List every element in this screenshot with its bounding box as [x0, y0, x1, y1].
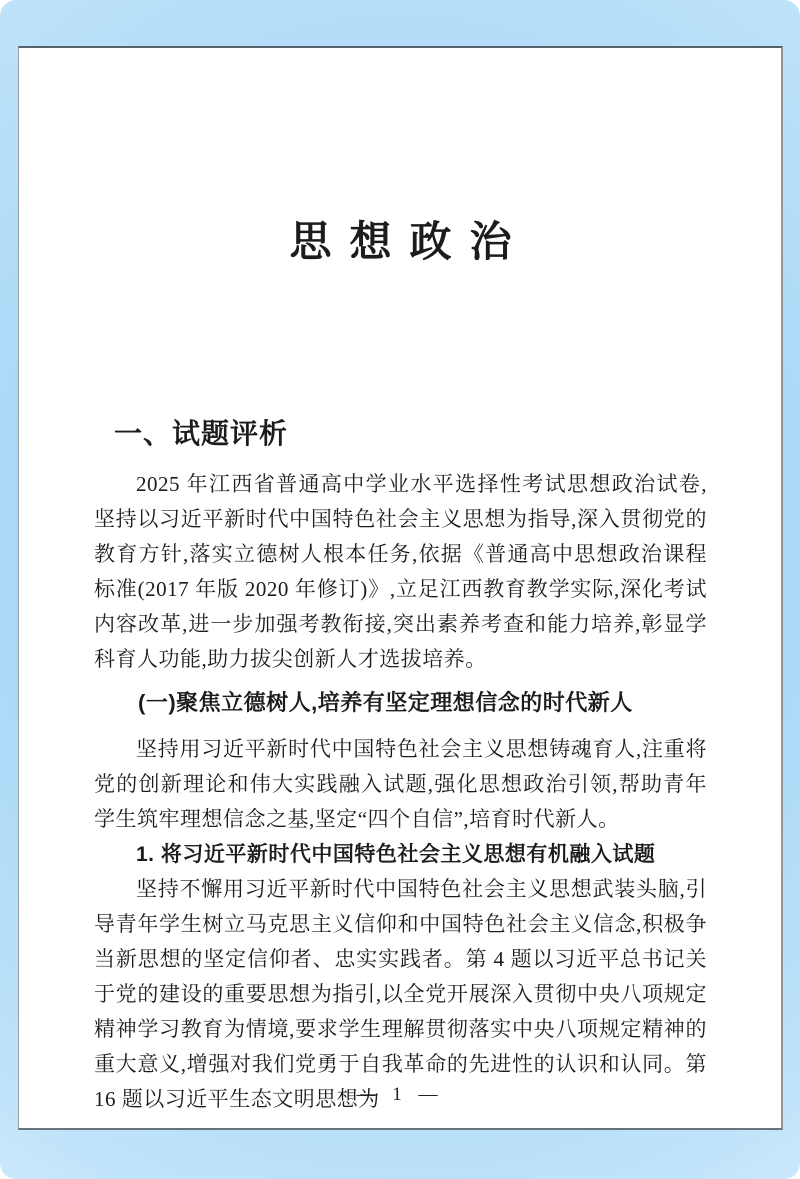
document-page: [18, 46, 783, 1130]
point-1-paragraph: 坚持不懈用习近平新时代中国特色社会主义思想武装头脑,引导青年学生树立马克思主义信仰和中国特色社会主义信念,积极争当新思想的坚定信仰者、忠实实践者。第 4 题以习近平总书记关于党的建设的重要思想为指引,以全党开展深入贯彻中央八项规定精神学习教育为情境,要求学生理解贯彻落实中央八项规定精神的重大意义,增强对我们党勇于自我革命的先进性的认识和认同。第 16 题以习近平生态文明思想为: [94, 877, 707, 1111]
intro-paragraph: 2025 年江西省普通高中学业水平选择性考试思想政治试卷,坚持以习近平新时代中国特色社会主义思想为指导,深入贯彻党的教育方针,落实立德树人根本任务,依据《普通高中思想政治课程标准(2017 年版 2020 年修订)》,立足江西教育教学实际,深化考试内容改革,进一步加强考教衔接,突出素养考查和能力培养,彰显学科育人功能,助力拔尖创新人才选拔培养。: [94, 472, 707, 671]
subsection-lead-paragraph: 坚持用习近平新时代中国特色社会主义思想铸魂育人,注重将党的创新理论和伟大实践融入试题,强化思想政治引领,帮助青年学生筑牢理想信念之基,坚定“四个自信”,培育时代新人。: [94, 737, 707, 831]
section-heading: 一、试题评析: [114, 418, 289, 449]
point-1-heading: 1. 将习近平新时代中国特色社会主义思想有机融入试题: [136, 843, 656, 866]
subsection-heading: (一)聚焦立德树人,培养有坚定理想信念的时代新人: [138, 690, 633, 715]
page-number: — 1 —: [356, 1084, 444, 1105]
page-title: 思想政治: [289, 220, 530, 266]
